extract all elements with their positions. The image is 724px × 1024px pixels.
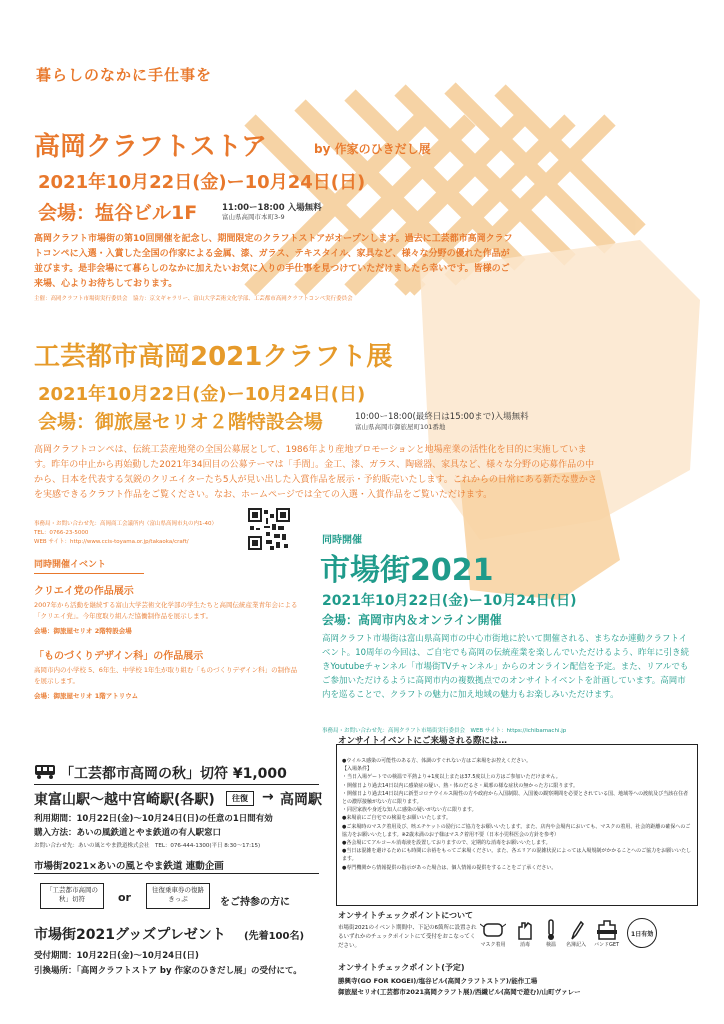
notice-body [342,757,692,872]
event1-subtitle: by 作家のひきだし展 [314,142,431,156]
checkpoint-list-heading: オンサイトチェックポイント(予定) [338,963,465,972]
valid-badge [627,918,657,948]
step-label: マスク着用 [480,942,506,948]
event1-address: 富山県高岡市本町3-9 [222,213,285,221]
notice-line: ●ご来場時のマスク着用及び、咳エチケットの励行にご協力をお願いいたします。また、店内や会場内においても、マスクの着用、社会的距離の確保へのご協力をお願いいたします。※2歳未満のお子様はマスク着用不要（日本小児科医会の方針を参考） [342,823,691,838]
checkpoint-heading: オンサイトチェックポイントについて [338,911,474,920]
event3-title: 市場街2021 [320,553,494,588]
notice-line: ●専門機関から情報提供の指示があった場合は、個人情報の提供をすることをご了承ください。 [342,864,557,871]
step-label: 名簿記入 [566,942,587,948]
mask-step [480,919,506,948]
campaign-bring: をご持参の方に [220,897,290,908]
hand-icon [514,919,536,941]
event1-title: 高岡クラフトストア [34,132,267,162]
event1-date: 2021年10月22日(金)ー10月24日(日) [38,172,366,193]
side-event-venue: 会場：御旅屋セリオ 1階アトリウム [34,692,139,700]
event3-label: 同時開催 [322,535,362,546]
ticket-route-roundtrip: 往復 [226,791,254,806]
qr-code[interactable] [248,508,290,550]
notice-line: ・開催日より過去14日以内に感染症の疑い、熱・体のだるさ・風邪の様な症状の無かった方に限ります。 [342,782,578,789]
notice-line: ●来場前にご自宅での検温をお願いいたします。 [342,815,451,822]
ticket-purchase: 購入方法：あいの風鉄道とやま鉄道の有人駅窓口 [34,828,222,838]
event2-address: 富山県高岡市御旅屋町101番地 [355,423,446,431]
step-label: 消毒 [519,942,530,948]
side-event-text: 2007年から活動を継続する富山大学芸術文化学部の学生たちと高岡伝統産業青年会による「クリエイ党」。今年度取り組んだ協働制作品を展示します。 [34,601,298,620]
event2-contact-link[interactable]: WEB サイト：http://www.ccis-toyama.or.jp/takaoka/craft/ [34,539,189,545]
notice-line: 【入場条件】 [342,766,373,773]
event2-contact-line: 事務局・お問い合わせ先：高岡商工会議所内（富山県高岡市丸の内1-40） [34,521,217,527]
ticket-route-to: 高岡駅 [280,792,322,808]
event1-time: 11:00ー18:00 入場無料 [222,203,322,213]
campaign-period: 受付期間：10月22日(金)〜10月24日(日) [34,951,199,961]
event3-description: 高岡クラフト市場街は富山県高岡市の中心市街地に於いて開催される、まちなか連動クラフトイベント。10周年の今回は、ご自宅でも高岡の伝統産業を楽しんでいただけるよう、昨年に引き続きYoutubeチャンネル「市場街TVチャンネル」からのオンライン配信を予定。また、リアルでもご参加いただけるように高岡市内の複数拠点でのオンサイトイベントを計画しています。高岡市内を巡ることで、クラフトの魅力に加え地域の魅力もお楽しみいただけます。 [322,634,690,700]
notice-line: ・当日入場ゲートでの検温で平熱より+1度以上または37.5度以上の方はご参加いただけません。 [342,774,561,781]
campaign-present-note: (先着100名) [244,931,305,942]
step-label: 検温 [545,942,556,948]
event2-date: 2021年10月22日(金)ー10月24日(日) [38,384,366,405]
event3-contact: 事務局・お問い合わせ先：高岡クラフト市場街実行委員会 WEB サイト：https://ichibamachi.jp [322,728,567,734]
side-event-title: 「ものづくりデザイン科」の作品展示 [34,651,204,662]
ticket-contact: お問い合わせ先：あいの風とやま鉄道株式会社 TEL：076-444-1300(平日 8:30〜17:15) [34,843,261,849]
mask-icon [480,919,506,941]
train-icon [34,764,56,780]
campaign-ticket-b: 往復乗車券の復路きっぷ [146,883,210,909]
event3-date: 2021年10月22日(金)ー10月24日(日) [322,593,577,609]
campaign-exchange: 引換場所：「高岡クラフトストア by 作家のひきだし展」の受付にて。 [34,966,302,976]
side-event-title: クリエイ党の作品展示 [34,586,134,597]
event2-contact-line: TEL：0766-23-5000 [34,530,89,536]
valid-label: 1日有効 [631,930,654,938]
ticket-route-from: 東富山駅〜越中宮崎駅(各駅) [34,792,215,808]
ticket-period: 利用期間：10月22日(金)〜10月24日(日)の任意の1日間有効 [34,814,273,824]
sanitize-step [514,919,536,948]
checkpoint-steps [480,918,657,948]
ticket-title: 「工芸都市高岡の秋」切符 ¥1,000 [60,766,287,782]
campaign-or: or [118,891,131,904]
event2-contact [34,520,244,547]
checkpoint-list-line: 御旅屋セリオ(工芸都市2021高岡クラフト展)/西繊ビル(高岡で遊む)/山町ヴァレー [338,988,581,996]
notice-heading: オンサイトイベントにご来場される際には… [338,736,507,746]
campaign-heading: 市場街2021×あいの風とやま鉄道 連動企画 [34,861,224,872]
event3-venue: 会場：高岡市内＆オンライン開催 [322,613,502,627]
temperature-step [544,919,558,948]
band-step [594,919,619,948]
pen-icon [568,919,584,941]
notice-line: ●当日は混雑を避けるためにも時間に余裕をもってご来場ください。また、各エリアの混雑状況によっては入場規制がかかることへのご協力をお願いいたします。 [342,848,692,863]
checkpoint-text: 市場街2021のイベント期間中、下記の6箇所に設置されるいずれかのチェックポイントにて受付をおこなってください。 [338,925,477,949]
arrow-icon: → [262,789,274,805]
notice-line: ・同居家族や身近な知人に感染の疑いがない方に限ります。 [342,807,477,814]
event1-credit: 主催：高岡クラフト市場街実行委員会 協力：京文ギャラリー、富山大学芸術文化学部、工芸都市高岡クラフトコンペ実行委員会 [34,296,353,302]
event2-time: 10:00ー18:00(最終日は15:00まで)入場無料 [355,412,529,422]
campaign-present: 市場街2021グッズプレゼント [34,927,226,943]
register-step [566,919,586,948]
side-events [34,557,299,702]
tagline: 暮らしのなかに手仕事を [36,66,213,84]
event2-title: 工芸都市高岡2021クラフト展 [34,342,393,372]
event1-description: 高岡クラフト市場街の第10回開催を記念し、期間限定のクラフトストアがオープンします。過去に工芸都市高岡クラフトコンペに入選・入賞した全国の作家による金属、漆、ガラス、テキスタイル、家具など、様々な分野の優れた作品が並びます。是非会場にて暮らしのなかに加えたいお気に入りの手仕事を見つけていただけましたら幸いです。皆様のご来場、心よりお待ちしております。 [34,234,513,289]
thermometer-icon [544,919,558,941]
notice-line: ●各会場にてアルコール消毒液を設置しておりますので、定期的な消毒をお願いいたします。 [342,840,551,847]
event2-description: 高岡クラフトコンペは、伝統工芸産地発の全国公募展として、1986年より産地プロモーションと地場産業の活性化を目的に実施しています。昨年の中止から再始動した2021年34回目の公募テーマは「手間」。金工、漆、ガラス、陶磁器、家具など、様々な分野の応募作品の中から、日本を代表する気鋭のクリエイターたち5人が見い出した入賞作品を展示・予約販売いたします。これからの日常にある新たな豊かさを実感できるクラフト作品をご覧ください。なお、ホームページでは全ての入選・入賞作品をご覧いただけます。 [34,445,597,500]
event1-venue: 会場：塩谷ビル1F [38,202,198,224]
wristband-icon [595,919,619,941]
checkpoint-list-line: 勝興寺(GO FOR KOGEI)/塩谷ビル(高岡クラフトストア)/能作工場 [338,977,538,985]
step-label: バンドGET [594,942,620,948]
side-event-text: 高岡市内の小学校 5、6年生、中学校 1年生が取り組む「ものづくりデザイン科」の制作品を展示します。 [34,666,298,685]
side-event-venue: 会場：御旅屋セリオ 2階特設会場 [34,627,132,635]
notice-line: ・開催日より過去14日以内に新型コロナウイルス陽性の方や政府から入国制限、入国後の観察期間を必要とされている国、地域等への渡航及び当該在住者との濃厚接触がない方に限ります。 [342,790,689,806]
side-events-heading: 同時開催イベント [34,560,107,570]
campaign-ticket-a: 「工芸都市高岡の秋」切符 [40,883,104,909]
event2-venue: 会場：御旅屋セリオ２階特設会場 [38,411,323,433]
notice-line: ●ウイルス感染の可能性のある方、体調のすぐれない方はご来場をお控えください。 [342,758,532,764]
